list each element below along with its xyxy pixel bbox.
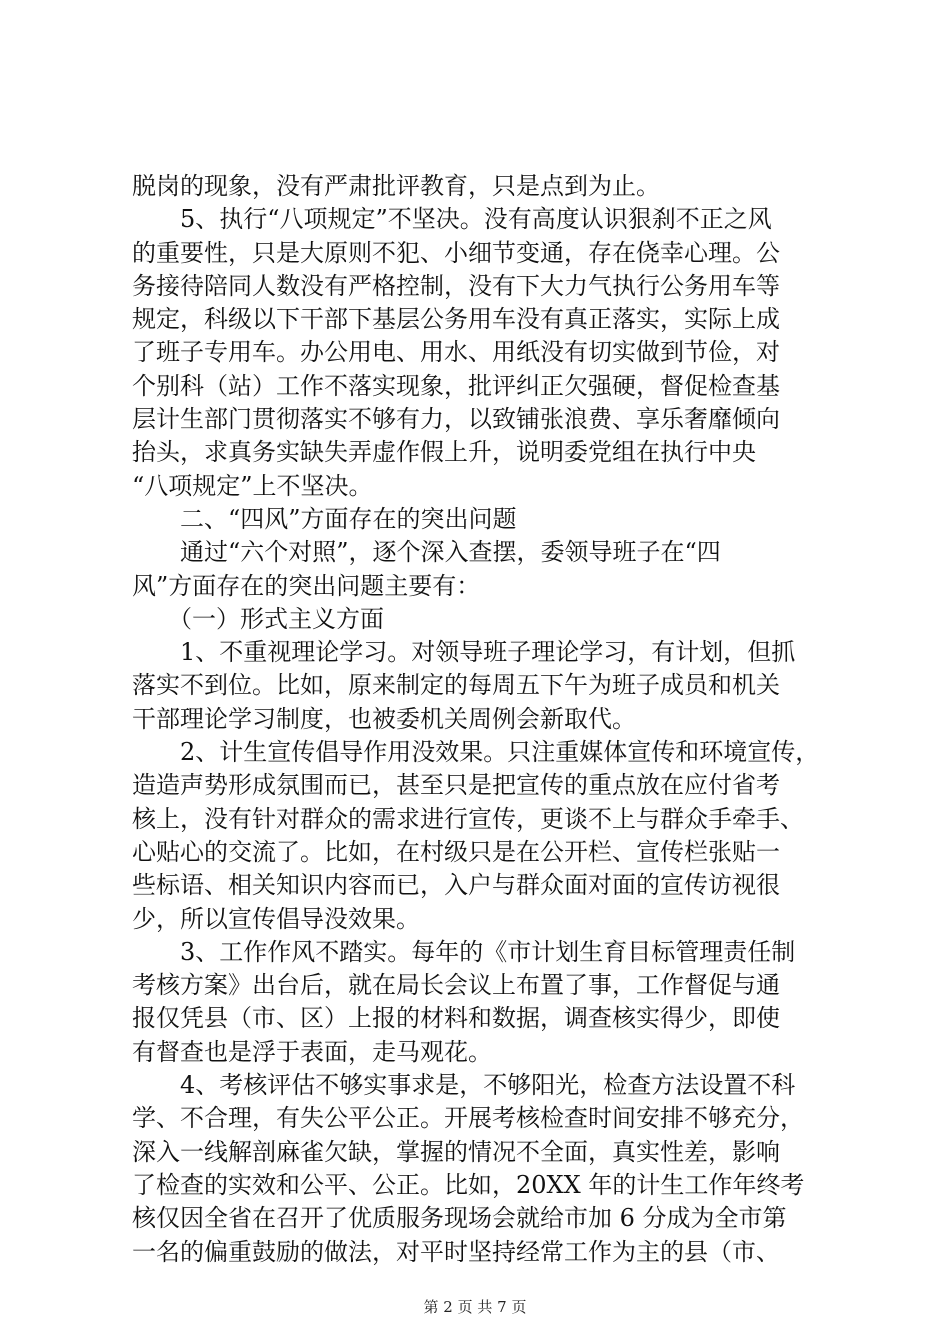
text-line: 2、计生宣传倡导作用没效果。只注重媒体宣传和环境宣传， [180,738,820,767]
page-footer: 第 2 页 共 7 页 [423,1298,527,1316]
text-line: 个别科（站）工作不落实现象，批评纠正欠强硬，督促检查基 [132,371,780,400]
text-line: 的重要性，只是大原则不犯、小细节变通，存在侥幸心理。公 [132,238,780,267]
text-line: 1、不重视理论学习。对领导班子理论学习，有计划，但抓 [180,638,796,667]
text-line: 规定，科级以下干部下基层公务用车没有真正落实，实际上成 [132,305,780,334]
text-line: 些标语、相关知识内容而已，入户与群众面对面的宣传访视很 [132,871,780,900]
text-line: 核仅因全省在召开了优质服务现场会就给市加 6 分成为全市第 [132,1204,787,1233]
text-line: 层计生部门贯彻落实不够有力，以致铺张浪费、享乐奢靡倾向 [132,405,780,434]
text-line: 少，所以宣传倡导没效果。 [132,904,420,933]
text-line: 考核方案》出台后，就在局长会议上布置了事，工作督促与通 [132,971,780,1000]
text-line: 抬头，求真务实缺失弄虚作假上升，说明委党组在执行中央 [132,438,756,467]
text-line: 务接待陪同人数没有严格控制，没有下大力气执行公务用车等 [132,271,780,300]
text-line: 干部理论学习制度，也被委机关周例会新取代。 [132,704,636,733]
text-line: （一）形式主义方面 [168,604,384,633]
text-line: 有督查也是浮于表面，走马观花。 [132,1037,492,1066]
text-line: 风”方面存在的突出问题主要有： [132,571,481,600]
text-line: 学、不合理，有失公平公正。开展考核检查时间安排不够充分， [132,1104,804,1133]
text-line: 深入一线解剖麻雀欠缺，掌握的情况不全面，真实性差，影响 [132,1137,780,1166]
text-line: 了班子专用车。办公用电、用水、用纸没有切实做到节俭，对 [132,338,780,367]
text-line: 5、执行“八项规定”不坚决。没有高度认识狠刹不正之风 [180,205,772,234]
text-line: 报仅凭县（市、区）上报的材料和数据，调查核实得少，即使 [132,1004,780,1033]
text-line: 核上，没有针对群众的需求进行宣传，更谈不上与群众手牵手、 [132,804,804,833]
text-line: 3、工作作风不踏实。每年的《市计划生育目标管理责任制 [180,937,796,966]
text-line: 二、“四风”方面存在的突出问题 [180,504,517,533]
text-line: 脱岗的现象，没有严肃批评教育，只是点到为止。 [132,172,660,200]
text-line: 4、考核评估不够实事求是，不够阳光，检查方法设置不科 [180,1071,796,1100]
text-line: “八项规定”上不坚决。 [132,471,373,500]
text-line: 一名的偏重鼓励的做法，对平时坚持经常工作为主的县（市、 [132,1237,780,1266]
text-line: 通过“六个对照”，逐个深入查摆，委领导班子在“四 [180,538,721,567]
text-line: 了检查的实效和公平、公正。比如，20XX 年的计生工作年终考 [132,1170,805,1199]
text-line: 落实不到位。比如，原来制定的每周五下午为班子成员和机关 [132,671,780,700]
document-body [132,170,832,1269]
text-line: 造造声势形成氛围而已，甚至只是把宣传的重点放在应付省考 [132,771,780,800]
text-line: 心贴心的交流了。比如，在村级只是在公开栏、宣传栏张贴一 [132,837,780,866]
